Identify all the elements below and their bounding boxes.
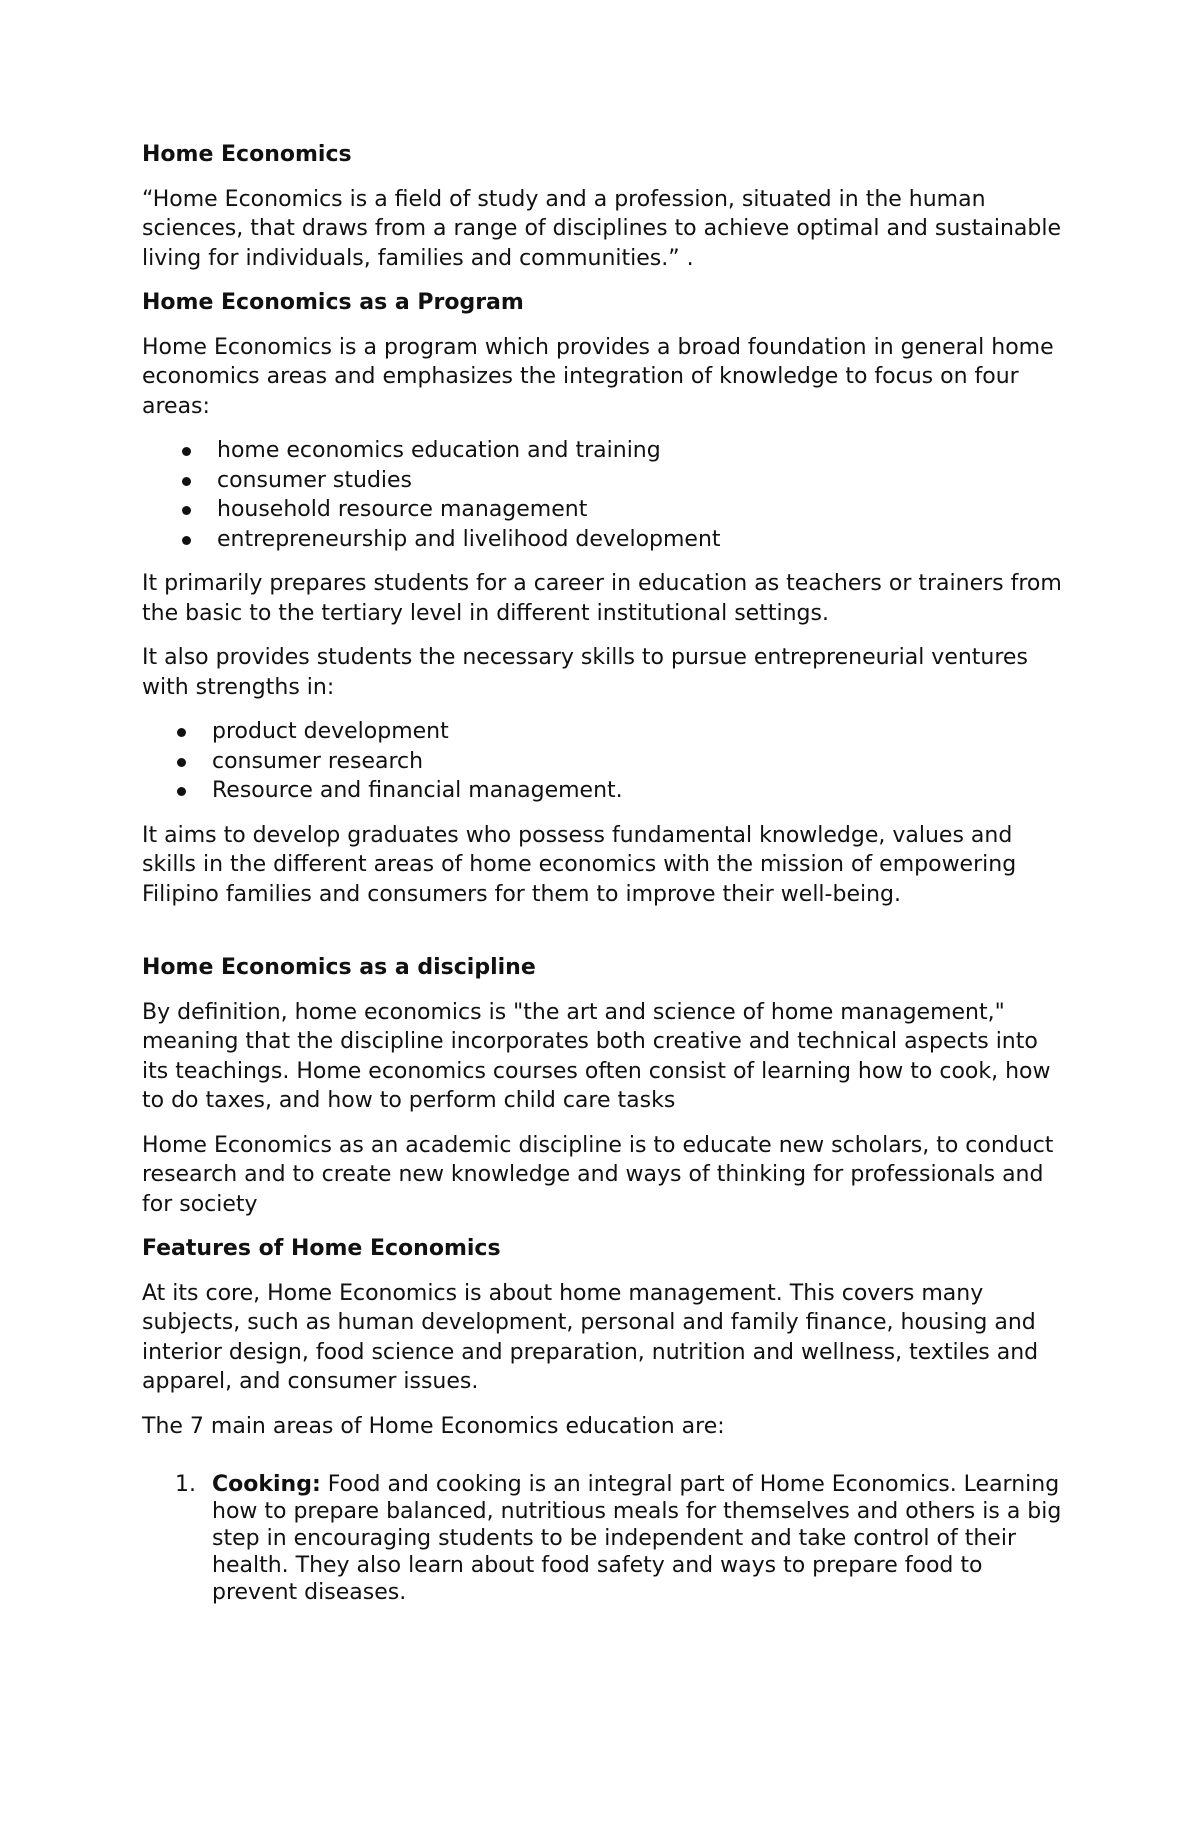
heading-features: Features of Home Economics — [142, 1236, 501, 1261]
list-item: home economics education and training — [142, 436, 1062, 466]
features-paragraph: At its core, Home Economics is about home management. This covers many subjects, such as human development, personal and family finance, housing and interior design, food science and preparation, nutrition and wellness, textiles and apparel, and consumer issues. — [142, 1280, 1039, 1394]
list-item: product development — [142, 717, 1062, 747]
heading-discipline: Home Economics as a discipline — [142, 955, 536, 980]
focus-areas-list — [142, 436, 1062, 554]
blank-line — [142, 909, 1062, 953]
main-areas-intro: The 7 main areas of Home Economics education are: — [142, 1413, 725, 1439]
aims-paragraph: It aims to develop graduates who possess fundamental knowledge, values and skills in the different areas of home economics with the mission of empowering Filipino families and consumers for them to improve their well-being. — [142, 822, 1017, 907]
strengths-list — [142, 717, 1062, 806]
academic-discipline-paragraph: Home Economics as an academic discipline is to educate new scholars, to conduct research and to create new knowledge and ways of thinking for professionals and for society — [142, 1132, 1054, 1217]
list-text: Food and cooking is an integral part of Home Economics. Learning how to prepare balanced, nutritious meals for themselves and others is a big step in encouraging students to be independent and take control of their health. They also learn about food safety and ways to prepare food to prevent diseases. — [212, 1472, 1062, 1605]
career-paragraph: It primarily prepares students for a career in education as teachers or trainers from the basic to the tertiary level in different institutional settings. — [142, 571, 1062, 626]
blank-line — [142, 1441, 1062, 1471]
list-item: household resource management — [142, 495, 1062, 525]
list-term: Cooking: — [212, 1472, 321, 1497]
list-item — [142, 1471, 1062, 1606]
skills-paragraph: It also provides students the necessary skills to pursue entrepreneurial ventures with strengths in: — [142, 645, 1028, 700]
discipline-definition: By definition, home economics is "the art and science of home management," meaning that the discipline incorporates both creative and technical aspects into its teachings. Home economics courses often consist of learning how to cook, how to do taxes, and how to perform child care tasks — [142, 999, 1051, 1113]
heading-program: Home Economics as a Program — [142, 290, 524, 315]
main-areas-list — [142, 1471, 1062, 1606]
list-number: 1. — [175, 1472, 196, 1497]
list-item: Resource and financial management. — [142, 776, 1062, 806]
heading-home-economics: Home Economics — [142, 142, 352, 167]
document-body — [142, 140, 1062, 1606]
program-intro: Home Economics is a program which provides a broad foundation in general home economics areas and emphasizes the integration of knowledge to focus on four areas: — [142, 334, 1054, 419]
list-item: entrepreneurship and livelihood development — [142, 525, 1062, 555]
list-item: consumer studies — [142, 466, 1062, 496]
definition-quote: “Home Economics is a field of study and a profession, situated in the human sciences, that draws from a range of disciplines to achieve optimal and sustainable living for individuals, families and communities.” . — [142, 186, 1062, 271]
list-item: consumer research — [142, 747, 1062, 777]
